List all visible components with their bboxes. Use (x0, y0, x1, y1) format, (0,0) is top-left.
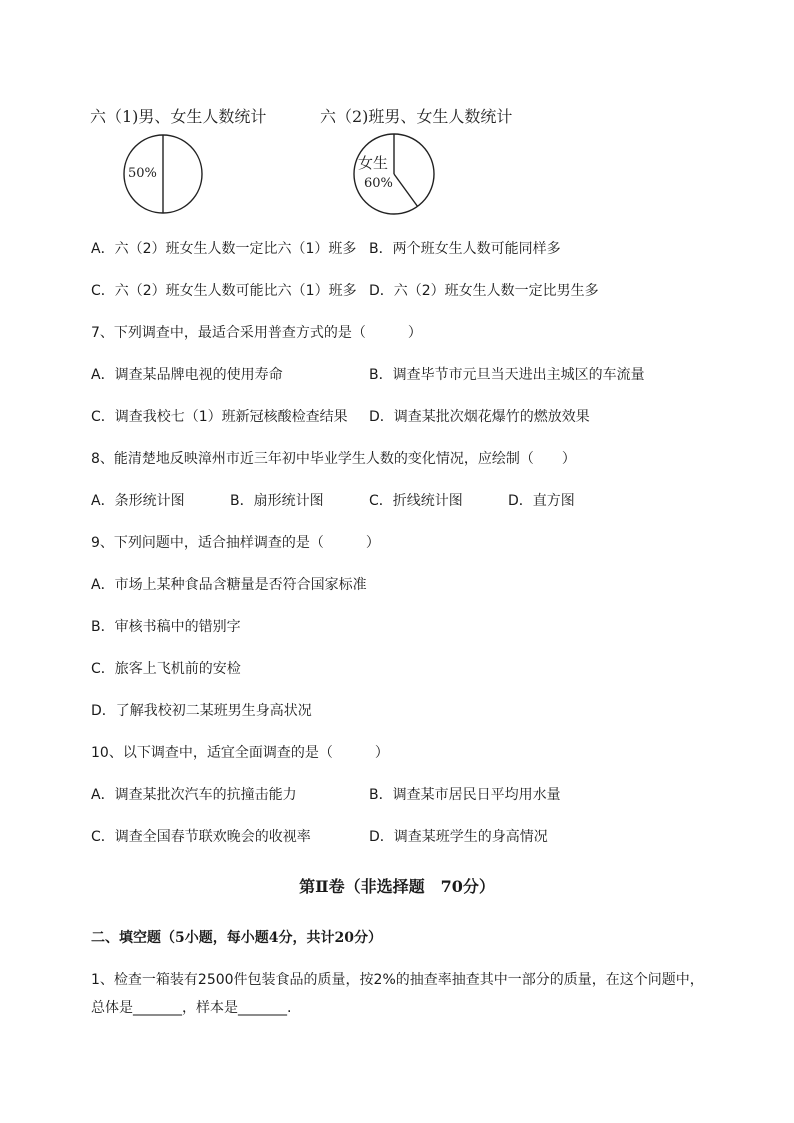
figure-title-class-1: 六（1)男、女生人数统计 (90, 107, 267, 126)
pie-figure-class-1 (90, 104, 310, 214)
pie-label-60: 60% (364, 176, 393, 191)
figure-title-class-2: 六（2)班男、女生人数统计 (320, 107, 513, 126)
q7-stem: 7、下列调查中，最适合采用普查方式的是（ ） (91, 325, 422, 341)
q9-option-a: A．市场上某种食品含糖量是否符合国家标准 (91, 577, 367, 593)
q8-option-b: B．扇形统计图 (230, 493, 324, 509)
q9-stem: 9、下列问题中，适合抽样调查的是（ ） (91, 535, 380, 551)
pie-label-girls: 女生 (358, 154, 389, 172)
q8-option-a: A．条形统计图 (91, 493, 185, 509)
q8-stem: 8、能清楚地反映漳州市近三年初中毕业学生人数的变化情况，应绘制（ ） (91, 451, 576, 467)
fill-blank-q1-line1: 1、检查一箱装有2500件包装食品的质量，按2%的抽查率抽查其中一部分的质量，在这个问题中， (91, 972, 704, 988)
q6-option-d: D．六（2）班女生人数一定比男生多 (369, 283, 599, 299)
q8-option-c: C．折线统计图 (369, 493, 463, 509)
q6-option-c: C．六（2）班女生人数可能比六（1）班多 (91, 283, 357, 299)
q6-option-b: B．两个班女生人数可能同样多 (369, 241, 561, 257)
pie-radius-bottom (394, 174, 418, 206)
q7-option-c: C．调查我校七（1）班新冠核酸检查结果 (91, 409, 348, 425)
q10-option-c: C．调查全国春节联欢晚会的收视率 (91, 829, 311, 845)
q10-option-d: D．调查某班学生的身高情况 (369, 829, 548, 845)
q9-option-b: B．审核书稿中的错别字 (91, 619, 241, 635)
q7-option-b: B．调查毕节市元旦当天进出主城区的车流量 (369, 367, 645, 383)
q7-option-d: D．调查某批次烟花爆竹的燃放效果 (369, 409, 590, 425)
pie-figure-class-2 (320, 104, 550, 216)
fill-blank-q1-line2: 总体是_______，样本是_______. (91, 1000, 292, 1016)
fill-blank-q1 (91, 966, 731, 1022)
q7-option-a: A．调查某品牌电视的使用寿命 (91, 367, 283, 383)
pie-label-50: 50% (128, 166, 157, 181)
q9-option-c: C．旅客上飞机前的安检 (91, 661, 241, 677)
q9-option-d: D．了解我校初二某班男生身高状况 (91, 703, 312, 719)
q6-option-a: A．六（2）班女生人数一定比六（1）班多 (91, 241, 357, 257)
q10-option-a: A．调查某批次汽车的抗撞击能力 (91, 787, 297, 803)
q10-option-b: B．调查某市居民日平均用水量 (369, 787, 561, 803)
pie-chart-class-2 (350, 132, 450, 216)
fill-blank-section-title: 二、填空题（5小题，每小题4分，共计20分） (91, 930, 382, 946)
q8-option-d: D．直方图 (508, 493, 575, 509)
q10-stem: 10、以下调查中，适宜全面调查的是（ ） (91, 745, 389, 761)
part-2-title: 第Ⅱ卷（非选择题 70分） (299, 877, 495, 896)
